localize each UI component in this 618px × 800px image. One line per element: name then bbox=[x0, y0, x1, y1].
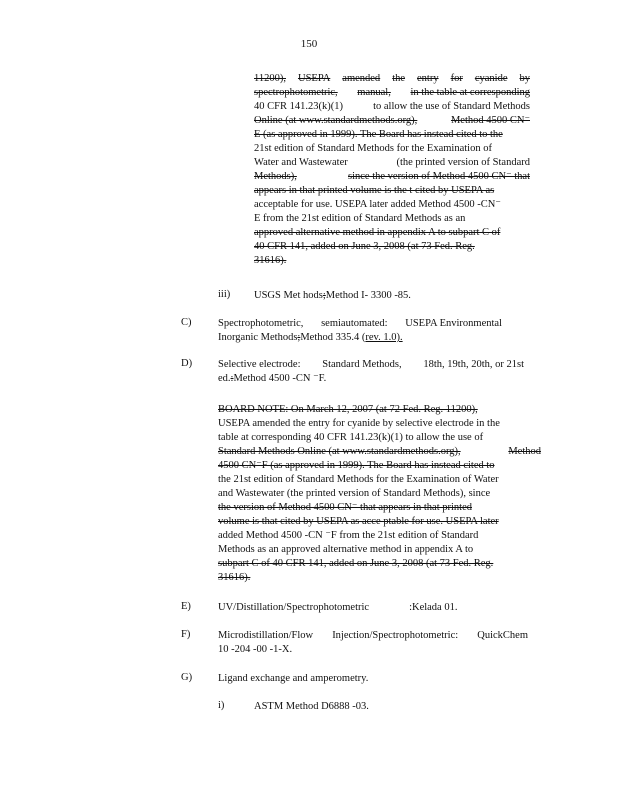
text-line bbox=[254, 254, 530, 268]
text-line bbox=[254, 100, 530, 114]
struck-text: Method 4500 CN⁻ bbox=[450, 115, 530, 126]
struck-text: the version of Method 4500 CN⁻ that appears in that printed bbox=[218, 502, 472, 513]
text-run: Water and Wastewater bbox=[254, 157, 348, 168]
text-run: and Wastewater (the printed version of Standard Methods), since bbox=[218, 488, 491, 499]
text-line bbox=[218, 557, 541, 571]
page-number: 150 bbox=[300, 38, 318, 50]
item-d-text: Selective electrode: Standard Methods, 18th, 19th, 20th, or 21st ed. : Method 4500 -CN ⁻F. bbox=[218, 359, 524, 384]
item-g-label: G) bbox=[181, 672, 193, 683]
struck-text: amended bbox=[342, 73, 381, 84]
text-line bbox=[218, 445, 541, 459]
struck-text: volume is that cited by USEPA as acce ptable for use. USEPA later bbox=[218, 516, 499, 527]
item-g-i-label: i) bbox=[218, 700, 225, 711]
board-note-block-a bbox=[254, 72, 530, 268]
text-line bbox=[218, 571, 541, 585]
struck-text: USEPA bbox=[297, 73, 331, 84]
text-run: (the printed version of Standard bbox=[396, 157, 530, 168]
struck-text: entry bbox=[417, 73, 439, 84]
text-line bbox=[218, 459, 541, 473]
text-line bbox=[254, 114, 530, 128]
struck-text: cyanide bbox=[474, 73, 508, 84]
text-line bbox=[254, 156, 530, 170]
struck-text: 40 CFR 141, added on June 3, 2008 (at 73 Fed. Reg. bbox=[254, 241, 475, 252]
text-line bbox=[254, 240, 530, 254]
text-run: E from the 21st edition of Standard Methods as an bbox=[254, 213, 466, 224]
item-c-text: Spectrophotometric, semiautomated: USEPA Environmental Inorganic Methods ; Method 335.4 ( rev. 1.0) . bbox=[218, 318, 502, 343]
text-run: table at corresponding 40 CFR 141.23(k)(1) to allow the use of bbox=[218, 432, 484, 443]
text-line bbox=[218, 473, 541, 487]
item-f-label: F) bbox=[181, 629, 191, 640]
struck-text: spectrophotometric, bbox=[254, 87, 338, 98]
text-line bbox=[254, 86, 530, 100]
text-run: the 21st edition of Standard Methods for the Examination of Water bbox=[218, 474, 499, 485]
item-d-label: D) bbox=[181, 358, 193, 369]
struck-text: approved alternative method in appendix A to subpart C of bbox=[254, 227, 501, 238]
struck-text: Online (at www.standardmethods.org), bbox=[254, 115, 418, 126]
text-line bbox=[254, 170, 530, 184]
text-line bbox=[218, 417, 541, 431]
item-g-i-text: ASTM Method D6888 -03. bbox=[254, 701, 369, 712]
struck-text: E (as approved in 1999). The Board has instead cited to the bbox=[254, 129, 503, 140]
text-line bbox=[218, 515, 541, 529]
text-run: added Method 4500 -CN ⁻F from the 21st edition of Standard bbox=[218, 530, 479, 541]
struck-text: for bbox=[450, 73, 463, 84]
struck-text: BOARD NOTE: On March 12, 2007 (at 72 Fed. Reg. 11200), bbox=[218, 404, 478, 415]
text-line bbox=[254, 212, 530, 226]
struck-text: by bbox=[519, 73, 530, 84]
struck-text: in the table at corresponding bbox=[410, 87, 530, 98]
text-run: acceptable for use. USEPA later added Method 4500 -CN⁻ bbox=[254, 199, 501, 210]
item-iii-text: USGS Met hods ; Method I- 3300 -85. bbox=[254, 290, 411, 301]
text-line bbox=[254, 198, 530, 212]
struck-text: manual, bbox=[357, 87, 391, 98]
text-line bbox=[254, 142, 530, 156]
item-e-text: UV/Distillation/Spectrophotometric :Kelada 01. bbox=[218, 602, 458, 613]
struck-text: 11200), bbox=[254, 73, 286, 84]
text-line bbox=[254, 184, 530, 198]
struck-text: 31616). bbox=[218, 572, 251, 583]
struck-text: Standard Methods Online (at www.standardmethods.org), bbox=[218, 446, 461, 457]
struck-text: Methods), bbox=[254, 171, 297, 182]
text-line bbox=[218, 543, 541, 557]
struck-text: subpart C of 40 CFR 141, added on June 3, 2008 (at 73 Fed. Reg. bbox=[218, 558, 494, 569]
struck-text: the bbox=[392, 73, 406, 84]
item-g-text: Ligand exchange and amperometry. bbox=[218, 673, 369, 684]
text-line bbox=[218, 403, 541, 417]
text-line bbox=[254, 128, 530, 142]
board-note-block-b bbox=[218, 403, 541, 585]
text-run: 40 CFR 141.23(k)(1) bbox=[254, 101, 343, 112]
struck-text: Method bbox=[508, 446, 541, 457]
item-iii-label: iii) bbox=[218, 289, 231, 300]
text-run: to allow the use of Standard Methods bbox=[373, 101, 530, 112]
struck-text: appears in that printed volume is the t cited by USEPA as bbox=[254, 185, 495, 196]
text-run: USEPA amended the entry for cyanide by selective electrode in the bbox=[218, 418, 500, 429]
text-line bbox=[218, 529, 541, 543]
item-e-label: E) bbox=[181, 601, 191, 612]
item-c-label: C) bbox=[181, 317, 192, 328]
text-run: 21st edition of Standard Methods for the Examination of bbox=[254, 143, 492, 154]
text-line bbox=[254, 72, 530, 86]
item-f-text: Microdistillation/Flow Injection/Spectrophotometric: QuickChem 10 -204 -00 -1-X. bbox=[218, 630, 528, 655]
struck-text: 4500 CN⁻F (as approved in 1999). The Board has instead cited to bbox=[218, 460, 495, 471]
text-line bbox=[218, 501, 541, 515]
struck-text: 31616). bbox=[254, 255, 287, 266]
text-line bbox=[218, 487, 541, 501]
struck-text: since the version of Method 4500 CN⁻ that bbox=[348, 171, 530, 182]
text-line bbox=[218, 431, 541, 445]
text-line bbox=[254, 226, 530, 240]
text-run: Methods as an approved alternative method in appendix A to bbox=[218, 544, 474, 555]
